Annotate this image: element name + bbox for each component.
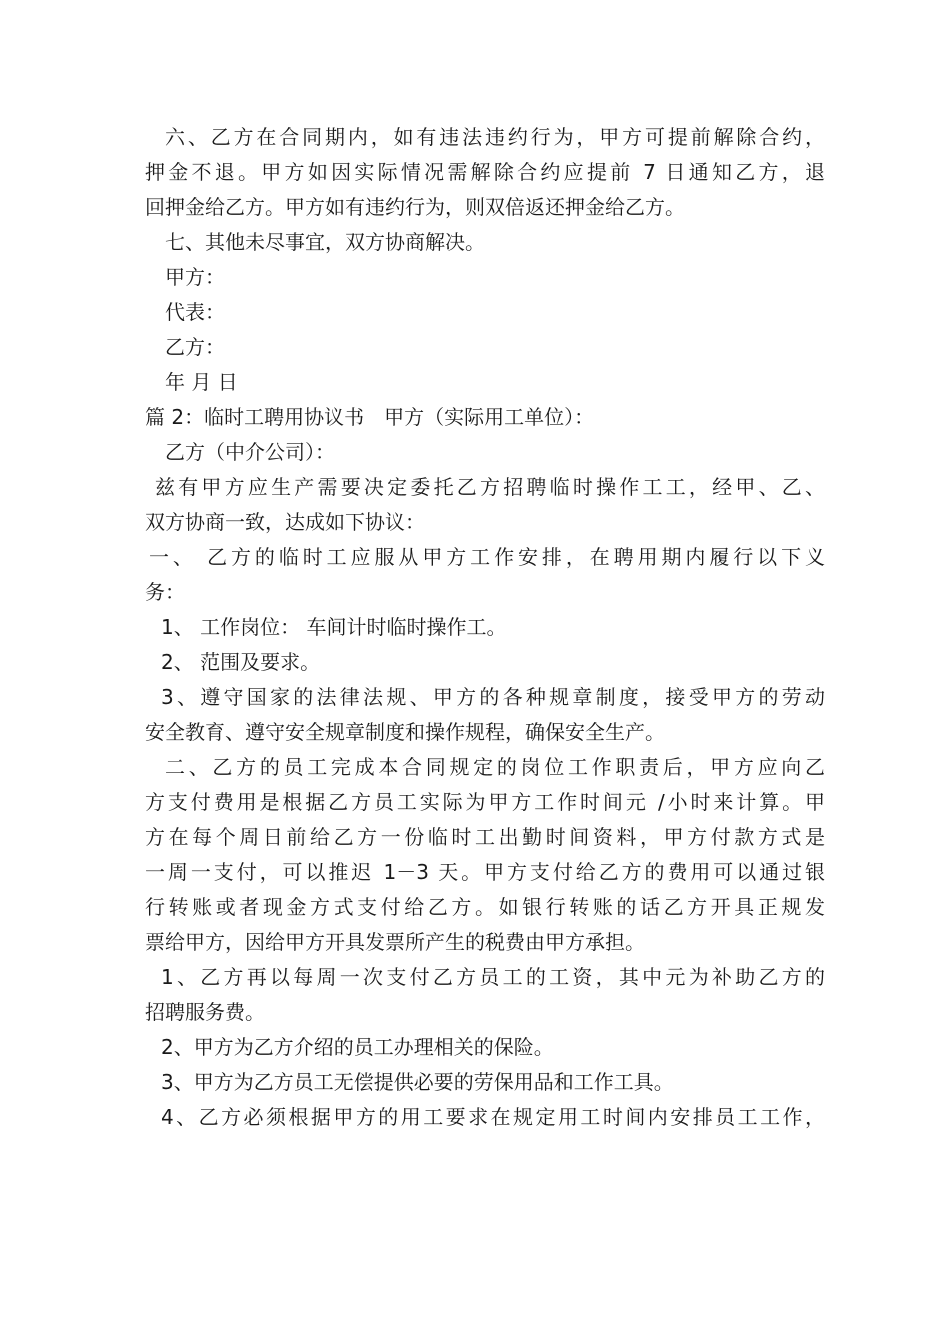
document-body: [145, 120, 825, 1135]
clause-line: 二、乙方的员工完成本合同规定的岗位工作职责后，甲方应向乙: [165, 755, 825, 779]
clause-line: 一周一支付，可以推迟 1－3 天。甲方支付给乙方的费用可以通过银: [145, 860, 825, 884]
clause-line: 安全教育、遵守安全规章制度和操作规程，确保安全生产。: [145, 720, 665, 744]
clause-line: 一、 乙方的临时工应服从甲方工作安排，在聘用期内履行以下义: [149, 545, 825, 569]
paragraph-line: 押金不退。甲方如因实际情况需解除合约应提前 7 日通知乙方，退: [145, 160, 825, 184]
party-b-line: 乙方（中介公司）：: [165, 440, 335, 464]
signature-representative: 代表：: [165, 300, 225, 324]
clause-line: 4、乙方必须根据甲方的用工要求在规定用工时间内安排员工工作，: [161, 1105, 825, 1129]
clause-line: 票给甲方，因给甲方开具发票所产生的税费由甲方承担。: [145, 930, 645, 954]
paragraph-line: 双方协商一致，达成如下协议：: [145, 510, 425, 534]
paragraph-line: 兹有甲方应生产需要决定委托乙方招聘临时操作工工，经甲、乙、: [155, 475, 825, 499]
clause-line: 招聘服务费。: [145, 1000, 265, 1024]
clause-line: 3、遵守国家的法律法规、甲方的各种规章制度，接受甲方的劳动: [161, 685, 825, 709]
signature-party-a: 甲方：: [165, 265, 225, 289]
clause-line: 务：: [145, 580, 185, 604]
clause-line: 行转账或者现金方式支付给乙方。如银行转账的话乙方开具正规发: [145, 895, 825, 919]
signature-party-b: 乙方：: [165, 335, 225, 359]
clause-line: 方在每个周日前给乙方一份临时工出勤时间资料，甲方付款方式是: [145, 825, 825, 849]
clause-line: 2、甲方为乙方介绍的员工办理相关的保险。: [161, 1035, 554, 1059]
section-heading: 篇 2：临时工聘用协议书 甲方（实际用工单位）：: [145, 405, 595, 429]
clause-line: 1、 工作岗位： 车间计时临时操作工。: [161, 615, 507, 639]
paragraph-line: 七、其他未尽事宜，双方协商解决。: [165, 230, 485, 254]
paragraph-line: 回押金给乙方。甲方如有违约行为，则双倍返还押金给乙方。: [145, 195, 685, 219]
signature-date: 年 月 日: [165, 370, 238, 394]
clause-line: 3、甲方为乙方员工无偿提供必要的劳保用品和工作工具。: [161, 1070, 674, 1094]
clause-line: 1、乙方再以每周一次支付乙方员工的工资，其中元为补助乙方的: [161, 965, 825, 989]
clause-line: 2、 范围及要求。: [161, 650, 321, 674]
clause-line: 方支付费用是根据乙方员工实际为甲方工作时间元 /小时来计算。甲: [145, 790, 825, 814]
paragraph-line: 六、乙方在合同期内，如有违法违约行为，甲方可提前解除合约，: [165, 125, 825, 149]
